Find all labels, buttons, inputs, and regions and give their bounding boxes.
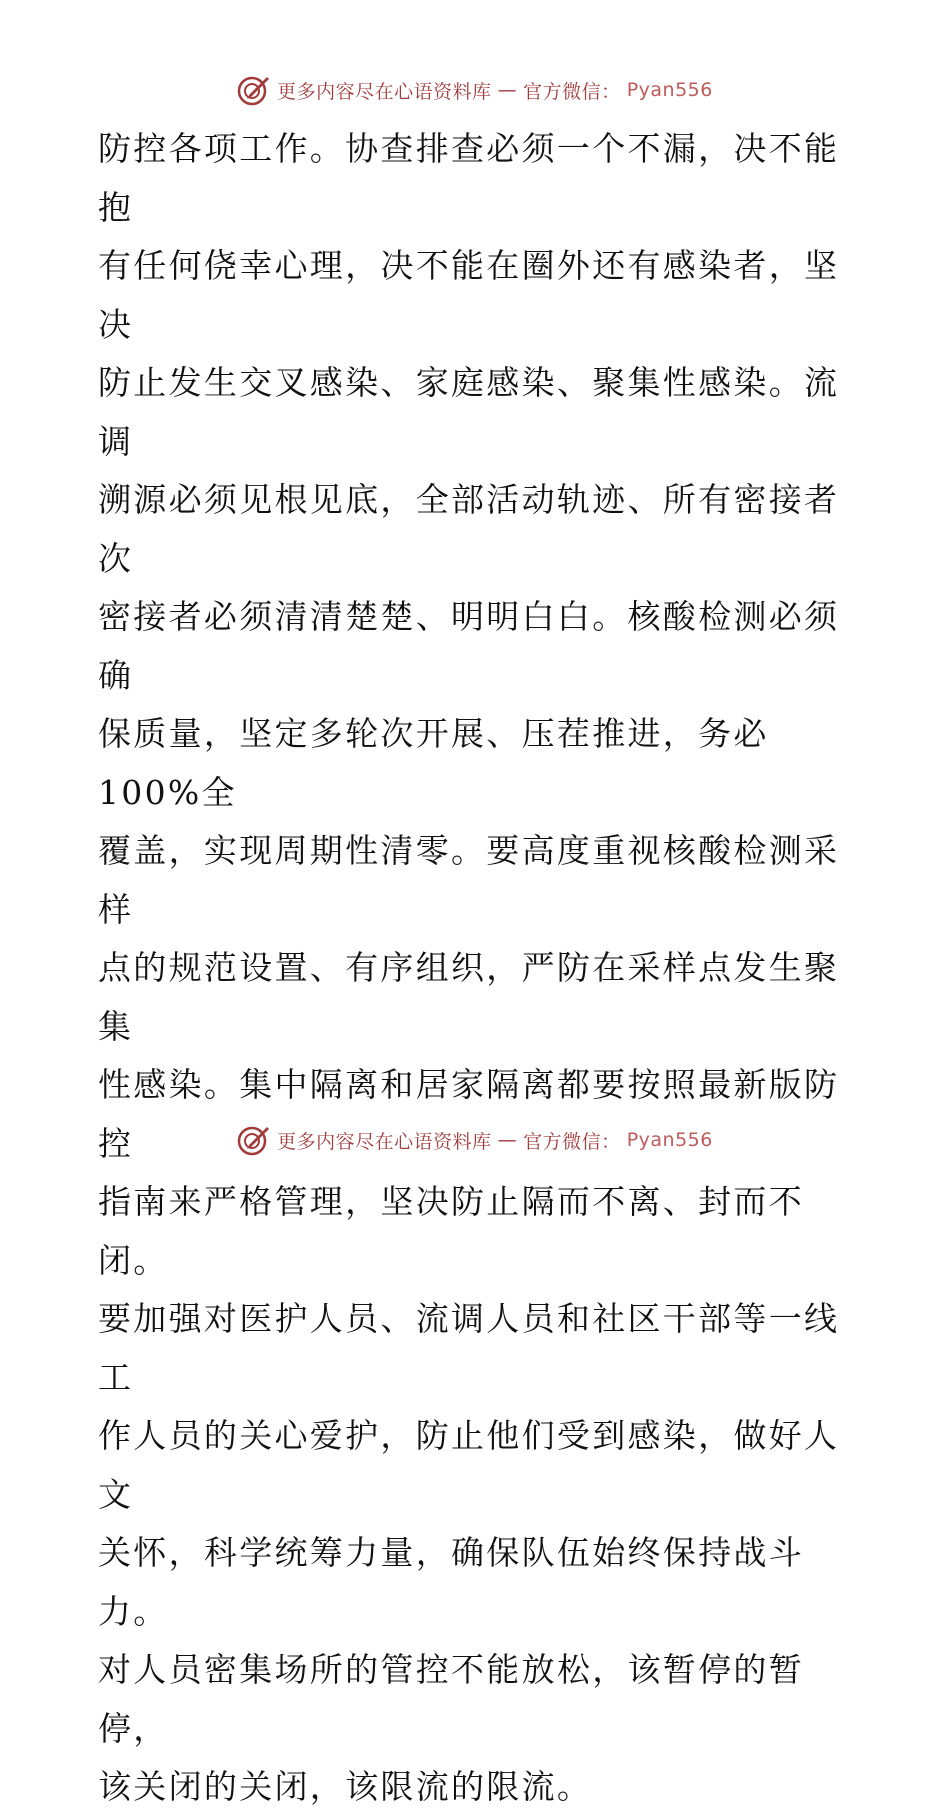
document-body (98, 120, 858, 1817)
body-line: 防控各项工作。协查排查必须一个不漏，决不能抱 (98, 129, 840, 227)
banner-site-text: 更多内容尽在心语资料库 (277, 80, 492, 103)
body-line: 保质量，坚定多轮次开展、压茬推进，务必100%全 (98, 714, 769, 812)
body-line: 点的规范设置、有序组织，严防在采样点发生聚集 (98, 948, 840, 1046)
body-line: 溯源必须见根见底，全部活动轨迹、所有密接者次 (98, 480, 840, 578)
body-line: 对人员密集场所的管控不能放松，该暂停的暂停， (98, 1650, 804, 1748)
body-line: 性感染。集中隔离和居家隔离都要按照最新版防控 (98, 1065, 840, 1163)
body-line: 关怀，科学统筹力量，确保队伍始终保持战斗力。 (98, 1533, 804, 1631)
body-line: 密接者必须清清楚楚、明明白白。核酸检测必须确 (98, 597, 840, 695)
body-line: 作人员的关心爱护，防止他们受到感染，做好人文 (98, 1416, 840, 1514)
body-line: 指南来严格管理，坚决防止隔而不离、封而不闭。 (98, 1182, 804, 1280)
banner-separator: — (497, 1129, 518, 1151)
body-line: 要加强对医护人员、流调人员和社区干部等一线工 (98, 1299, 840, 1397)
footer-banner (0, 1120, 950, 1160)
feather-pen-logo-icon (237, 73, 271, 107)
banner-separator: — (497, 79, 518, 101)
feather-pen-logo-icon (237, 1123, 271, 1157)
body-line: 有任何侥幸心理，决不能在圈外还有感染者，坚决 (98, 246, 840, 344)
banner-wechat-id: Pyan556 (626, 79, 713, 101)
banner-wechat-id: Pyan556 (626, 1129, 713, 1151)
body-line: 防止发生交叉感染、家庭感染、聚集性感染。流调 (98, 363, 840, 461)
body-line: 该关闭的关闭，该限流的限流。 (98, 1767, 593, 1806)
banner-wechat-label: 官方微信： (523, 80, 621, 103)
banner-wechat-label: 官方微信： (523, 1130, 621, 1153)
header-banner (0, 70, 950, 110)
body-line: 覆盖，实现周期性清零。要高度重视核酸检测采样 (98, 831, 840, 929)
banner-site-text: 更多内容尽在心语资料库 (277, 1130, 492, 1153)
